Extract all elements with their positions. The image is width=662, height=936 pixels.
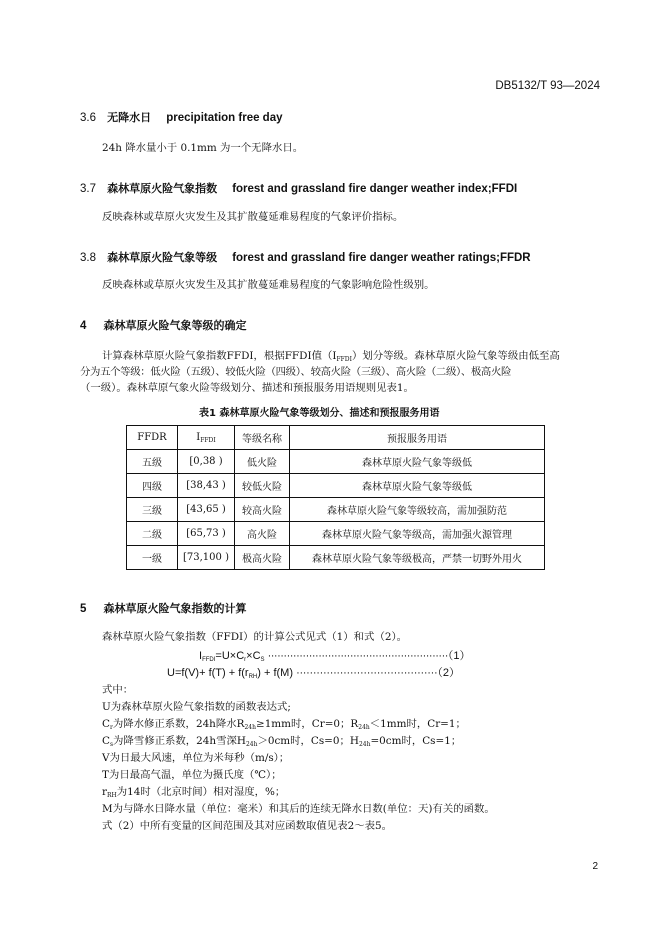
section-title-cn: 森林草原火险气象指数的计算 [103,602,247,615]
table-cell: 较低火险 [235,474,290,498]
section-3-8-heading [80,246,531,265]
table-cell: 森林草原火险气象等级极高，严禁一切野外用火 [290,546,545,570]
header-cell: 等级名称 [235,426,290,450]
table-cell: 四级 [127,474,178,498]
table-cell: [65,73 ) [178,522,235,546]
section-title-cn: 森林草原火险气象指数 [107,182,218,195]
header-cell: FFDR [127,426,178,450]
section-title-cn: 无降水日 [107,111,152,124]
table-row [127,474,545,498]
ffdr-table [126,425,545,570]
table-cell: [43,65 ) [178,498,235,522]
formula-1: IFFDI=U×Cr×CS ·························································（1） [199,650,471,663]
table-cell: [38,43 ) [178,474,235,498]
section-number: 4 [80,320,87,332]
section-3-6-body: 24h 降水量小于 0.1mm 为一个无降水日。 [102,142,304,154]
table-row [127,522,545,546]
table-header-row [127,426,545,450]
section-3-7-heading [80,177,517,196]
table-cell: 森林草原火险气象等级低 [290,450,545,474]
section-number: 3.6 [80,112,96,124]
formula-2: U=f(V)+ f(T) + f(rRH) + f(M) ··········································（2） [167,667,460,680]
definition-t: T为日最高气温，单位为摄氏度（℃）； [102,769,282,781]
section-number: 5 [80,603,87,615]
section-4-heading [80,314,247,333]
table-cell: 较高火险 [235,498,290,522]
section-number: 3.7 [80,183,96,195]
definition-v: V为日最大风速，单位为米每秒（m/s）； [102,752,290,764]
formula-note: 式（2）中所有变量的区间范围及其对应函数取值见表2～表5。 [102,820,392,832]
section-title-en: forest and grassland fire danger weather ratings;FFDR [232,252,531,264]
section-title-cn: 森林草原火险气象等级的确定 [103,319,247,332]
header-cell: $I_{FFDI}$ [178,426,235,450]
table-cell: 二级 [127,522,178,546]
section-title-en: precipitation free day [166,112,283,124]
section-4-para-line-1: 计算森林草原火险气象指数FFDI，根据FFDI值（IFFDI）划分等级。森林草原火险气象等级由低至高 [102,350,560,363]
definition-cs: Cs为降雪修正系数，24h雪深H24h＞0cm时，Cs=0；H24h=0cm时，Cs=1； [102,735,462,748]
section-title-cn: 森林草原火险气象等级 [107,251,218,264]
section-4-para-line-2: 分为五个等级：低火险（五级）、较低火险（四级）、较高火险（三级）、高火险（二级）、极高火险 [80,366,512,378]
section-3-6-heading [80,106,283,125]
table-cell: 森林草原火险气象等级较高，需加强防范 [290,498,545,522]
section-number: 3.8 [80,252,96,264]
definition-u: U为森林草原火险气象指数的函数表达式; [102,701,291,713]
table-cell: 森林草原火险气象等级低 [290,474,545,498]
definition-cr: Cr为降水修正系数，24h降水R24h≥1mm时，Cr=0；R24h＜1mm时，Cr=1； [102,718,466,731]
table-cell: 低火险 [235,450,290,474]
section-3-8-body: 反映森林或草原火灾发生及其扩散蔓延难易程度的气象影响危险性级别。 [102,279,435,291]
section-3-7-body: 反映森林或草原火灾发生及其扩散蔓延难易程度的气象评价指标。 [102,211,404,223]
table-cell: 一级 [127,546,178,570]
table-cell: 森林草原火险气象等级高，需加强火源管理 [290,522,545,546]
table-cell: 三级 [127,498,178,522]
table-row [127,546,545,570]
table-cell: 高火险 [235,522,290,546]
definition-m: M为与降水日降水量（单位：毫米）和其后的连续无降水日数(单位：天)有关的函数。 [102,803,495,815]
section-title-en: forest and grassland fire danger weather index;FFDI [232,183,518,195]
page-number: 2 [592,861,598,872]
table-row [127,450,545,474]
table-caption: 表1 森林草原火险气象等级划分、描述和预报服务用语 [199,408,440,419]
table-row [127,498,545,522]
table-cell: 五级 [127,450,178,474]
section-4-para-line-3: （一级）。森林草原气象火险等级划分、描述和预报服务用语规则见表1。 [80,382,414,394]
table-cell: [73,100 ) [178,546,235,570]
subscript: FFDI [336,356,352,363]
table-cell: 极高火险 [235,546,290,570]
header-cell: 预报服务用语 [290,426,545,450]
table-cell: [0,38 ) [178,450,235,474]
definition-rh: rRH为14时（北京时间）相对湿度，%； [102,786,286,799]
document-id: DB5132/T 93—2024 [495,80,600,92]
formula-intro: 森林草原火险气象指数（FFDI）的计算公式见式（1）和式（2）。 [102,631,408,643]
definitions-lead: 式中： [102,684,134,696]
section-5-heading [80,597,247,616]
